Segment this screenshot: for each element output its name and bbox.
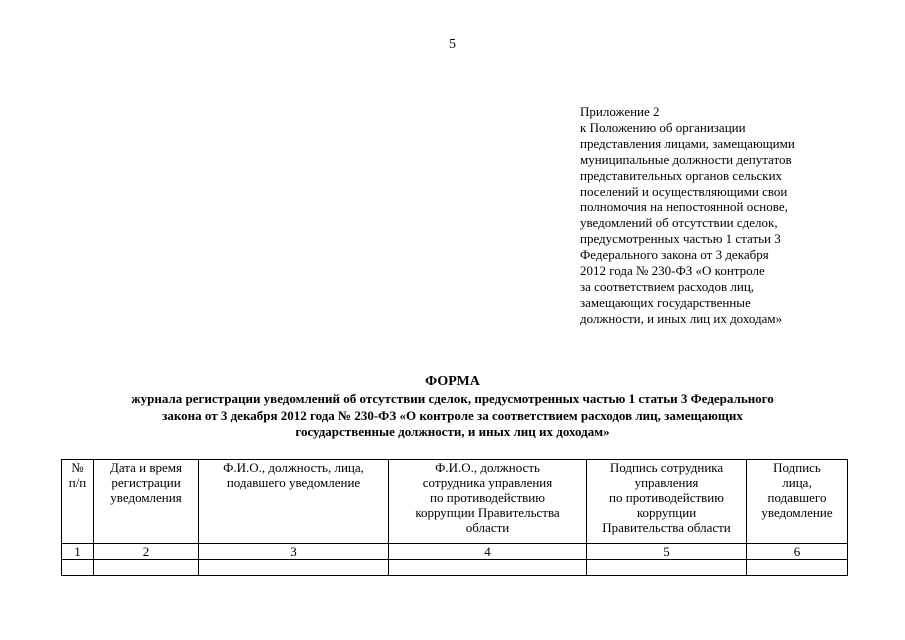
appendix-line: полномочия на непостоянной основе, [580,199,788,215]
appendix-line: поселений и осуществляющими свои [580,183,788,199]
column-number-row [62,544,848,560]
empty-cell [199,560,389,576]
appendix-line: Федерального закона от 3 декабря [580,247,769,263]
table-header-row [62,460,848,544]
header-cell-officer: Ф.И.О., должность сотрудника управления по противодействию коррупции Правительства области [389,460,587,544]
appendix-line: к Положению об организации [580,119,746,135]
empty-cell [747,560,848,576]
column-number: 2 [94,544,199,560]
form-subtitle-line: журнала регистрации уведомлений об отсутствии сделок, предусмотренных частью 1 статьи 3 Федерального [131,391,774,406]
form-title: ФОРМА [425,374,480,389]
appendix-line: предусмотренных частью 1 статьи 3 [580,231,781,247]
appendix-line: представительных органов сельских [580,167,783,183]
form-subtitle-line: закона от 3 декабря 2012 года № 230-ФЗ «О контроле за соответствием расходов лиц, замещающих [162,407,743,423]
table-row [62,560,848,576]
appendix-line: замещающих государственные [580,294,751,310]
column-number: 3 [199,544,389,560]
appendix-line: представления лицами, замещающими [580,135,795,151]
column-number: 1 [62,544,94,560]
appendix-note [580,104,880,327]
form-subtitle [0,391,905,441]
empty-cell [94,560,199,576]
appendix-line: Приложение 2 [580,104,660,119]
page-number: 5 [449,37,456,52]
header-cell-officer-signature: Подпись сотрудника управления по противодействию коррупции Правительства области [587,460,747,544]
appendix-line: должности, и иных лиц их доходам» [580,310,783,326]
empty-cell [587,560,747,576]
header-cell-registration-datetime: Дата и время регистрации уведомления [94,460,199,544]
form-subtitle-line: государственные должности, и иных лиц их доходам» [295,424,610,439]
header-cell-submitter: Ф.И.О., должность, лица, подавшего уведомление [199,460,389,544]
header-cell-number: № п/п [62,460,94,544]
empty-cell [389,560,587,576]
column-number: 6 [747,544,848,560]
column-number: 4 [389,544,587,560]
empty-cell [62,560,94,576]
appendix-line: муниципальные должности депутатов [580,151,792,167]
appendix-line: 2012 года № 230-ФЗ «О контроле [580,263,765,279]
appendix-line: уведомлений об отсутствии сделок, [580,215,778,231]
header-cell-submitter-signature: Подпись лица, подавшего уведомление [747,460,848,544]
column-number: 5 [587,544,747,560]
appendix-line: за соответствием расходов лиц, [580,278,755,294]
journal-table [61,459,848,576]
